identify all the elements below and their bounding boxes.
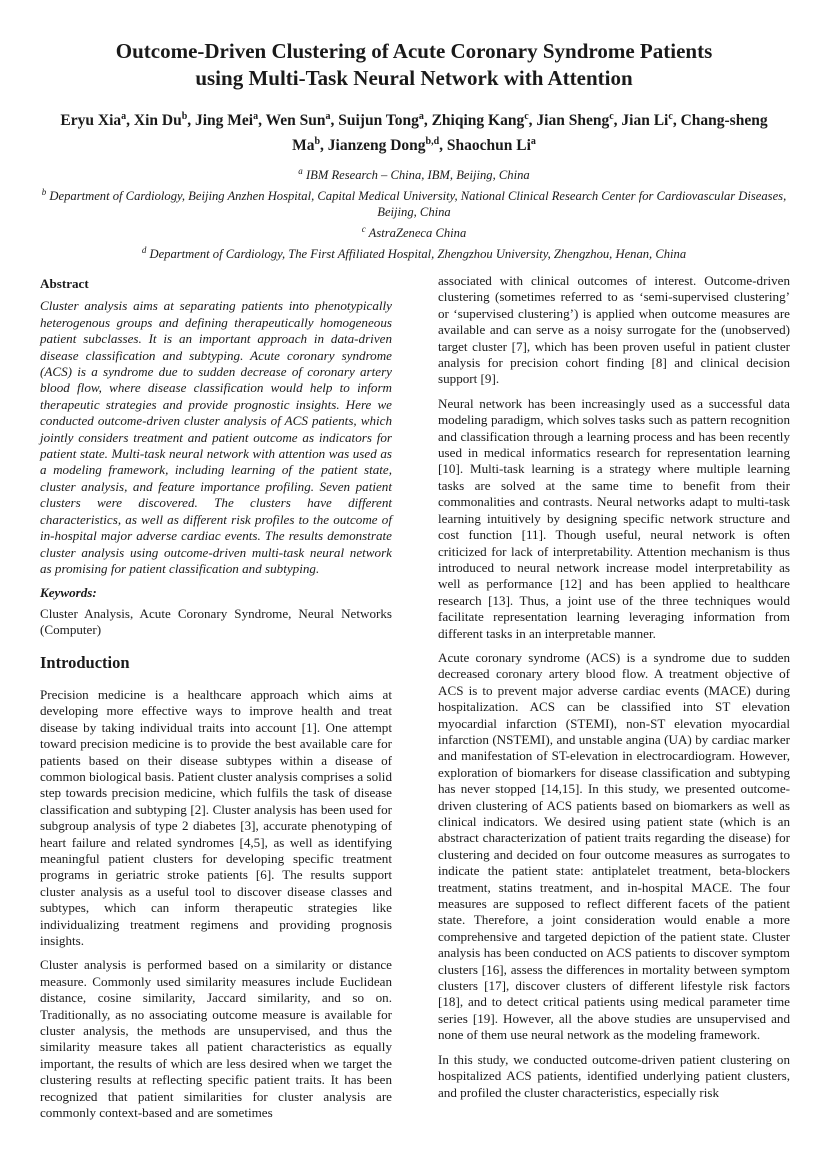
affiliation-text: IBM Research – China, IBM, Beijing, China: [305, 168, 530, 183]
keywords-heading: Keywords:: [40, 585, 97, 601]
author-affiliation-mark: c: [609, 111, 614, 122]
affiliation-text: Department of Cardiology, Beijing Anzhen Hospital, Capital Medical University, National Clinical Research Center for Cardiovascular Diseases, Beijing, China: [49, 188, 787, 220]
introduction-heading: Introduction: [40, 652, 130, 672]
body-paragraph: Neural network has been increasingly used as a successful data modeling paradigm, which solves tasks such as pattern recognition and classification through a learning process and has been recently used in medical informatics research for representation learning [10]. Multi-task learning is a strategy where multiple learning tasks are solved at the same time to benefit from their commonalities and contrasts. Neural networks adapt to multi-task learning intuitively by designing specific network structure and cost function [11]. Though useful, neural network is often criticized for lack of interpretability. Attention mechanism is thus introduced to neural network increase model interpretability as well as performance [12] and has been applied to healthcare research [13]. Thus, a joint use of the three techniques would facilitate representation learning leveraging information from different tasks in an interpretable manner.: [438, 395, 790, 641]
body-paragraph: Cluster analysis is performed based on a similarity or distance measure. Commonly used similarity measures include Euclidean distance, cosine similarity, Jaccard similarity, and so on. Traditionally, as no associating outcome measure is available for cluster analysis, the methods are unsupervised, and thus the similarity measure takes all patient characteristics as equally important, the results of which are less desired when we target the clustering results at reflecting specific patient traits. It has been recognized that patient similarities for cluster analysis are commonly context-based and are sometimes: [40, 957, 392, 1121]
author-affiliation-mark: c: [524, 111, 529, 122]
body-paragraph: associated with clinical outcomes of interest. Outcome-driven clustering (sometimes referred to as ‘semi-supervised clustering’ or ‘supervised clustering’) is applied when outcome measures are available and can serve as a noisy surrogate for the (unobserved) target cluster [7], which has been proven useful in patient cluster analysis for precision cohort finding [8] and clinical decision support [9].: [438, 273, 790, 387]
affiliation: [40, 242, 788, 263]
abstract-heading: Abstract: [40, 276, 89, 291]
author-list: [48, 106, 780, 156]
author-separator: ,: [423, 112, 432, 130]
left-column: [40, 276, 392, 1130]
author-name: Jian Li: [621, 112, 669, 130]
author-affiliation-mark: a: [530, 136, 536, 148]
author-separator: ,: [528, 112, 537, 130]
body-paragraph: Precision medicine is a healthcare approach which aims at developing more effective ways to improve health and treat disease by taking individual traits into account [1]. One attempt toward precision medicine is to provide the best available care for patients based on their disease subtypes within a disease of common biological basis. Patient cluster analysis comprises a solid step towards precision medicine, which fulfils the task of disease classification and subtyping [2]. Cluster analysis has been used for subgroup analysis of type 2 diabetes [3], accurate phenotyping of heart failure and related syndromes [4,5], as well as identifying meaningful patient clusters for developing specific treatment programs in geriatric stroke patients [6]. The results support cluster analysis as a useful tool to discover disease classes and subtypes, which can inform therapeutic strategies like individualizing treatment regimens and providing prognosis insights.: [40, 686, 392, 949]
author-name: Wen Sun: [265, 112, 326, 130]
affiliation: [40, 163, 788, 184]
abstract-text: Cluster analysis aims at separating patients into phenotypically heterogenous groups and defining therapeutically homogeneous patient subclasses. It is an important approach in data-driven disease classification and subtyping. Acute coronary syndrome (ACS) is a syndrome due to sudden decrease of coronary artery blood flow, where disease classification would help to inform therapeutic strategies and provide prognostic insights. Here we conducted outcome-driven cluster analysis of ACS patients, which jointly considers treatment and patient outcome as indicators for patient state. Multi-task neural network with attention was used as a modeling framework, including learning of the patient state, cluster analysis, and feature importance profiling. Seven patient clusters were discovered. The clusters have different characteristics, as well as different risk profiles to the outcome of in-hospital major adverse cardiac events. The results demonstrate cluster analysis using outcome-driven multi-task neural network as promising for patient classification and subtyping.: [40, 298, 392, 576]
author-affiliation-mark: b: [314, 136, 321, 148]
author-affiliation-mark: a: [253, 111, 259, 122]
author-separator: ,: [330, 112, 339, 130]
author-affiliation-mark: a: [121, 111, 127, 122]
affiliation-text: AstraZeneca China: [368, 226, 467, 241]
author-affiliation-mark: b: [181, 111, 188, 122]
author-name: Suijun Tong: [338, 112, 419, 130]
author-name: Shaochun Li: [446, 137, 531, 155]
author-name: Jianzeng Dong: [327, 137, 426, 155]
author-separator: ,: [258, 112, 266, 130]
author-name: Eryu Xia: [60, 112, 122, 130]
author-separator: ,: [672, 112, 681, 130]
author-name: Xin Du: [133, 112, 182, 130]
author-separator: ,: [187, 112, 195, 130]
author-affiliation-mark: b,d: [425, 136, 440, 148]
affiliation: [40, 221, 788, 242]
paper-title: [40, 38, 788, 92]
author-separator: ,: [320, 137, 328, 155]
affiliation-mark: c: [361, 223, 366, 234]
author-affiliation-mark: a: [418, 111, 424, 122]
author-affiliation-mark: c: [668, 111, 673, 122]
author-name: Zhiqing Kang: [431, 112, 525, 130]
author-name: Chang-sheng Ma: [292, 112, 768, 155]
affiliation-text: Department of Cardiology, The First Affiliated Hospital, Zhengzhou University, Zhengzhou, Henan, China: [149, 246, 687, 261]
keywords-text: Cluster Analysis, Acute Coronary Syndrome, Neural Networks (Computer): [40, 605, 392, 638]
body-paragraph: In this study, we conducted outcome-driven patient clustering on hospitalized ACS patients, identified underlying patient clusters, and profiled the cluster characteristics, especially risk: [438, 1051, 790, 1100]
affiliation-mark: a: [298, 166, 303, 176]
author-separator: ,: [126, 112, 134, 130]
right-column: [438, 273, 790, 1109]
affiliation: [40, 184, 788, 221]
author-affiliation-mark: a: [325, 111, 331, 122]
title-line-2: using Multi-Task Neural Network with Attention: [195, 66, 633, 90]
author-name: Jing Mei: [195, 112, 254, 130]
author-separator: ,: [613, 112, 622, 130]
affiliation-list: [40, 163, 788, 262]
title-line-1: Outcome-Driven Clustering of Acute Coronary Syndrome Patients: [115, 39, 713, 63]
author-name: Jian Sheng: [536, 112, 610, 130]
body-paragraph: Acute coronary syndrome (ACS) is a syndrome due to sudden decreased coronary artery blood flow. A treatment objective of ACS is to prevent major adverse cardiac events (MACE) during hospitalization. ACS can be classified into ST elevation myocardial infarction (STEMI), non-ST elevation myocardial infarction (NSTEMI), and unstable angina (UA) by cardiac marker and manifestation of ST-elevation in electrocardiogram. However, exploration of biomarkers for disease classification and subtyping has never stopped [14,15]. In this study, we presented outcome-driven clustering of ACS patients based on biomarkers as well as clinical indicators. We desired using patient state (which is an abstract characterization of patient traits regarding the disease) for clustering and decided on four outcome measures as surrogates to indicate the patient state: antiplatelet treatment, beta-blockers treatment, statins treatment, and in-hospital MACE. The four measures are supposed to reflect different facets of the patient state. Therefore, a joint consideration would enable a more comprehensive and targeted depiction of the patient state. Cluster analysis has been conducted on ACS patients to discover symptom clusters [16], assess the differences in mortality between symptom clusters [17], discover clusters of different lifestyle risk factors [18], and to detect critical patients using medical parameter time series [19]. However, all the above studies are unsupervised and none of them use neural network as the modeling framework.: [438, 649, 790, 1043]
affiliation-mark: d: [141, 244, 147, 255]
affiliation-mark: b: [41, 186, 47, 197]
author-separator: ,: [439, 137, 447, 155]
